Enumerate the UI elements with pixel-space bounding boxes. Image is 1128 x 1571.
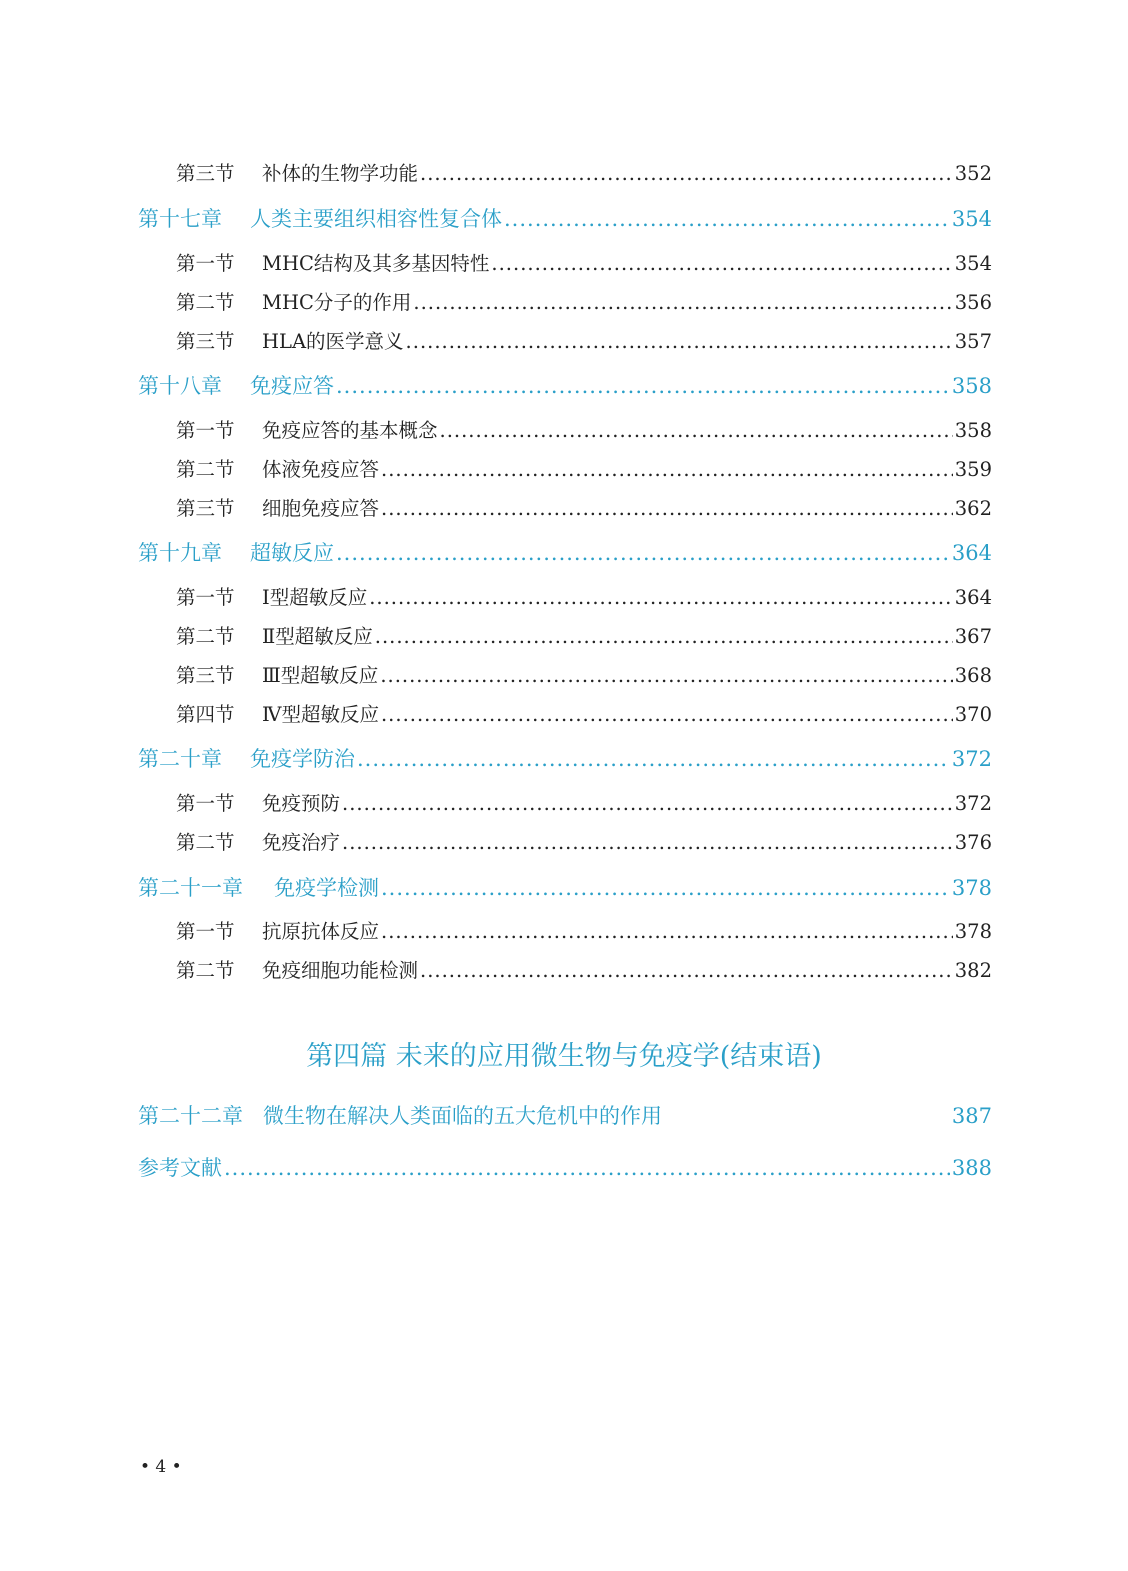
page-number: 358 (954, 419, 992, 442)
leader-dots (224, 1156, 950, 1180)
section-number: 第一节 (176, 419, 235, 442)
toc-section-entry[interactable] (176, 493, 992, 521)
section-title: Ⅳ型超敏反应 (262, 703, 379, 726)
section-title: 体液免疫应答 (262, 458, 380, 481)
toc-section-entry[interactable] (176, 827, 992, 855)
section-title: 细胞免疫应答 (262, 497, 380, 520)
page-number: 364 (951, 541, 992, 565)
chapter-title: 微生物在解决人类面临的五大危机中的作用 (263, 1104, 662, 1128)
toc-section-entry[interactable] (176, 326, 992, 354)
leader-dots (420, 959, 953, 982)
toc-references-entry[interactable] (138, 1152, 992, 1182)
section-number: 第三节 (176, 497, 235, 520)
section-number: 第四节 (176, 703, 235, 726)
leader-dots (381, 458, 953, 481)
leader-dots (357, 747, 950, 771)
page-number: 364 (954, 586, 992, 609)
toc-section-entry[interactable] (176, 621, 992, 649)
leader-dots (336, 374, 950, 398)
section-title: 免疫细胞功能检测 (262, 959, 419, 982)
leader-dots (381, 703, 953, 726)
toc-section-entry[interactable] (176, 582, 992, 610)
chapter-number: 第十九章 (138, 541, 222, 565)
page-number: 372 (954, 792, 992, 815)
toc-section-entry[interactable] (176, 916, 992, 944)
section-number: 第二节 (176, 959, 235, 982)
section-title: MHC分子的作用 (262, 291, 412, 314)
page-number: 362 (954, 497, 992, 520)
toc-section-entry[interactable] (176, 287, 992, 315)
leader-dots (440, 419, 953, 442)
toc-section-entry[interactable] (176, 158, 992, 186)
page-number: 378 (951, 876, 992, 900)
leader-dots (336, 541, 950, 565)
toc-section-entry[interactable] (176, 248, 992, 276)
chapter-number: 第二十章 (138, 747, 222, 771)
toc-section-entry[interactable] (176, 955, 992, 983)
toc-chapter-entry[interactable] (138, 743, 992, 773)
section-number: 第一节 (176, 920, 235, 943)
chapter-title: 免疫学防治 (250, 747, 355, 771)
references-title: 参考文献 (138, 1156, 222, 1180)
leader-dots (381, 920, 953, 943)
page-number: 388 (951, 1156, 992, 1180)
toc-section-entry[interactable] (176, 699, 992, 727)
page-number: 356 (954, 291, 992, 314)
footer-page-number: • 4 • (140, 1457, 182, 1477)
leader-dots (369, 586, 953, 609)
section-title: 抗原抗体反应 (262, 920, 380, 943)
section-title: MHC结构及其多基因特性 (262, 252, 490, 275)
section-number: 第一节 (176, 792, 235, 815)
leader-dots (342, 792, 953, 815)
section-title: 免疫治疗 (262, 831, 341, 854)
section-title: 免疫应答的基本概念 (262, 419, 438, 442)
leader-dots (375, 625, 953, 648)
page-number: 368 (954, 664, 992, 687)
toc-chapter-entry[interactable] (138, 1100, 992, 1130)
toc-chapter-entry[interactable] (138, 370, 992, 400)
section-title: Ⅲ型超敏反应 (262, 664, 379, 687)
toc-chapter-entry[interactable] (138, 872, 992, 902)
section-number: 第一节 (176, 586, 235, 609)
toc-section-entry[interactable] (176, 788, 992, 816)
leader-dots (381, 497, 953, 520)
chapter-title: 免疫应答 (250, 374, 334, 398)
leader-dots (381, 876, 950, 900)
page-number: 387 (951, 1104, 992, 1128)
toc-chapter-entry[interactable] (138, 537, 992, 567)
chapter-number: 第二十二章 (138, 1104, 243, 1128)
page-number: 376 (954, 831, 992, 854)
chapter-title: 超敏反应 (250, 541, 334, 565)
section-number: 第二节 (176, 831, 235, 854)
page-number: 378 (954, 920, 992, 943)
page-number: 359 (954, 458, 992, 481)
section-number: 第二节 (176, 458, 235, 481)
section-title: HLA的医学意义 (262, 330, 404, 353)
toc-chapter-entry[interactable] (138, 203, 992, 233)
page-number: 354 (954, 252, 992, 275)
part-title: 第四篇 未来的应用微生物与免疫学(结束语) (306, 1041, 822, 1072)
section-number: 第二节 (176, 625, 235, 648)
toc-section-entry[interactable] (176, 454, 992, 482)
page-number: 367 (954, 625, 992, 648)
section-number: 第三节 (176, 162, 235, 185)
leader-dots (504, 207, 950, 231)
page-number: 357 (954, 330, 992, 353)
section-number: 第一节 (176, 252, 235, 275)
section-title: 补体的生物学功能 (262, 162, 419, 185)
page-number: 358 (951, 374, 992, 398)
leader-dots (406, 330, 953, 353)
section-title: 免疫预防 (262, 792, 341, 815)
page-number: 354 (951, 207, 992, 231)
chapter-number: 第二十一章 (138, 876, 243, 900)
section-number: 第三节 (176, 330, 235, 353)
leader-dots (342, 831, 953, 854)
leader-dots (413, 291, 952, 314)
chapter-number: 第十八章 (138, 374, 222, 398)
leader-dots (491, 252, 952, 275)
section-number: 第三节 (176, 664, 235, 687)
page-number: 352 (954, 162, 992, 185)
toc-section-entry[interactable] (176, 415, 992, 443)
leader-dots (420, 162, 953, 185)
page-number: 370 (954, 703, 992, 726)
section-title: Ⅱ型超敏反应 (262, 625, 373, 648)
chapter-title: 免疫学检测 (274, 876, 379, 900)
toc-section-entry[interactable] (176, 660, 992, 688)
page-number: 382 (954, 959, 992, 982)
section-title: Ⅰ型超敏反应 (262, 586, 368, 609)
section-number: 第二节 (176, 291, 235, 314)
chapter-title: 人类主要组织相容性复合体 (250, 207, 502, 231)
leader-dots (380, 664, 952, 687)
chapter-number: 第十七章 (138, 207, 222, 231)
page-number: 372 (951, 747, 992, 771)
